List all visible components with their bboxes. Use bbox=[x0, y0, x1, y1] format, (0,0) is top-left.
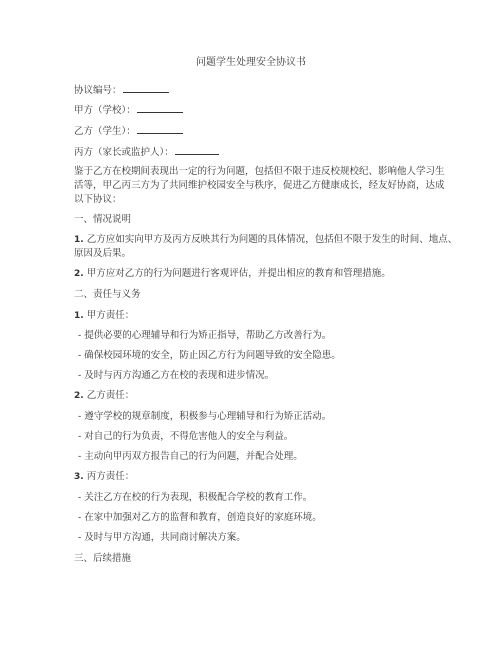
section-heading: 三、后续措施 bbox=[74, 553, 132, 564]
subsection-heading bbox=[74, 310, 134, 322]
document-title: 问题学生处理安全协议书 bbox=[196, 57, 306, 68]
agreement-number-blank bbox=[123, 83, 169, 93]
item-number: 1. bbox=[74, 235, 84, 245]
list-item: - 及时与丙方沟通乙方在校的表现和进步情况。 bbox=[78, 370, 275, 381]
subsection-title: 甲方责任： bbox=[83, 310, 135, 321]
party-a-blank bbox=[137, 103, 183, 113]
list-item: - 确保校园环境的安全，防止因乙方行为问题导致的安全隐患。 bbox=[78, 350, 341, 361]
agreement-number-label: 协议编号： bbox=[74, 85, 122, 96]
party-a-field bbox=[74, 103, 183, 117]
paragraph-text: 甲方应对乙方的行为问题进行客观评估，并提出相应的教育和管理措施。 bbox=[83, 268, 391, 279]
paragraph-text: 乙方应如实向甲方及丙方反映其行为问题的具体情况，包括但不限于发生的时间、地点、 bbox=[83, 234, 458, 245]
item-number: 3. bbox=[74, 472, 84, 482]
list-item: - 在家中加强对乙方的监督和教育，创造良好的家庭环境。 bbox=[78, 512, 322, 523]
list-item: - 主动向甲丙双方报告自己的行为问题，并配合处理。 bbox=[78, 451, 303, 462]
subsection-title: 丙方责任： bbox=[83, 471, 135, 482]
paragraph-line bbox=[74, 234, 457, 246]
party-c-blank bbox=[175, 145, 219, 155]
item-number: 2. bbox=[74, 269, 84, 279]
paragraph-line: 原因及后果。 bbox=[74, 248, 132, 259]
subsection-heading bbox=[74, 390, 134, 402]
intro-line: 活等，甲乙丙三方为了共同维护校园安全与秩序，促进乙方健康成长，经友好协商，达成 bbox=[74, 180, 445, 191]
list-item: - 对自己的行为负责，不得危害他人的安全与利益。 bbox=[78, 431, 294, 442]
party-c-field bbox=[74, 145, 219, 159]
intro-line: 鉴于乙方在校期间表现出一定的行为问题，包括但不限于违反校规校纪、影响他人学习生 bbox=[74, 166, 445, 177]
agreement-number-field bbox=[74, 83, 169, 97]
item-number: 2. bbox=[74, 391, 84, 401]
item-number: 1. bbox=[74, 311, 84, 321]
subsection-title: 乙方责任： bbox=[83, 390, 135, 401]
subsection-heading bbox=[74, 471, 134, 483]
party-b-label: 乙方（学生）： bbox=[74, 126, 136, 137]
party-b-field bbox=[74, 124, 183, 138]
list-item: - 关注乙方在校的行为表现，积极配合学校的教育工作。 bbox=[78, 492, 313, 503]
list-item: - 提供必要的心理辅导和行为矫正指导，帮助乙方改善行为。 bbox=[78, 330, 332, 341]
list-item: - 遵守学校的规章制度，积极参与心理辅导和行为矫正活动。 bbox=[78, 411, 332, 422]
party-b-blank bbox=[137, 124, 183, 134]
list-item: - 及时与甲方沟通，共同商讨解决方案。 bbox=[78, 532, 246, 543]
intro-line: 以下协议： bbox=[74, 194, 122, 205]
party-c-label: 丙方（家长或监护人）： bbox=[74, 147, 174, 158]
section-heading: 一、情况说明 bbox=[74, 214, 132, 225]
paragraph-line bbox=[74, 268, 391, 280]
section-heading: 二、责任与义务 bbox=[74, 289, 141, 300]
party-a-label: 甲方（学校）： bbox=[74, 105, 136, 116]
